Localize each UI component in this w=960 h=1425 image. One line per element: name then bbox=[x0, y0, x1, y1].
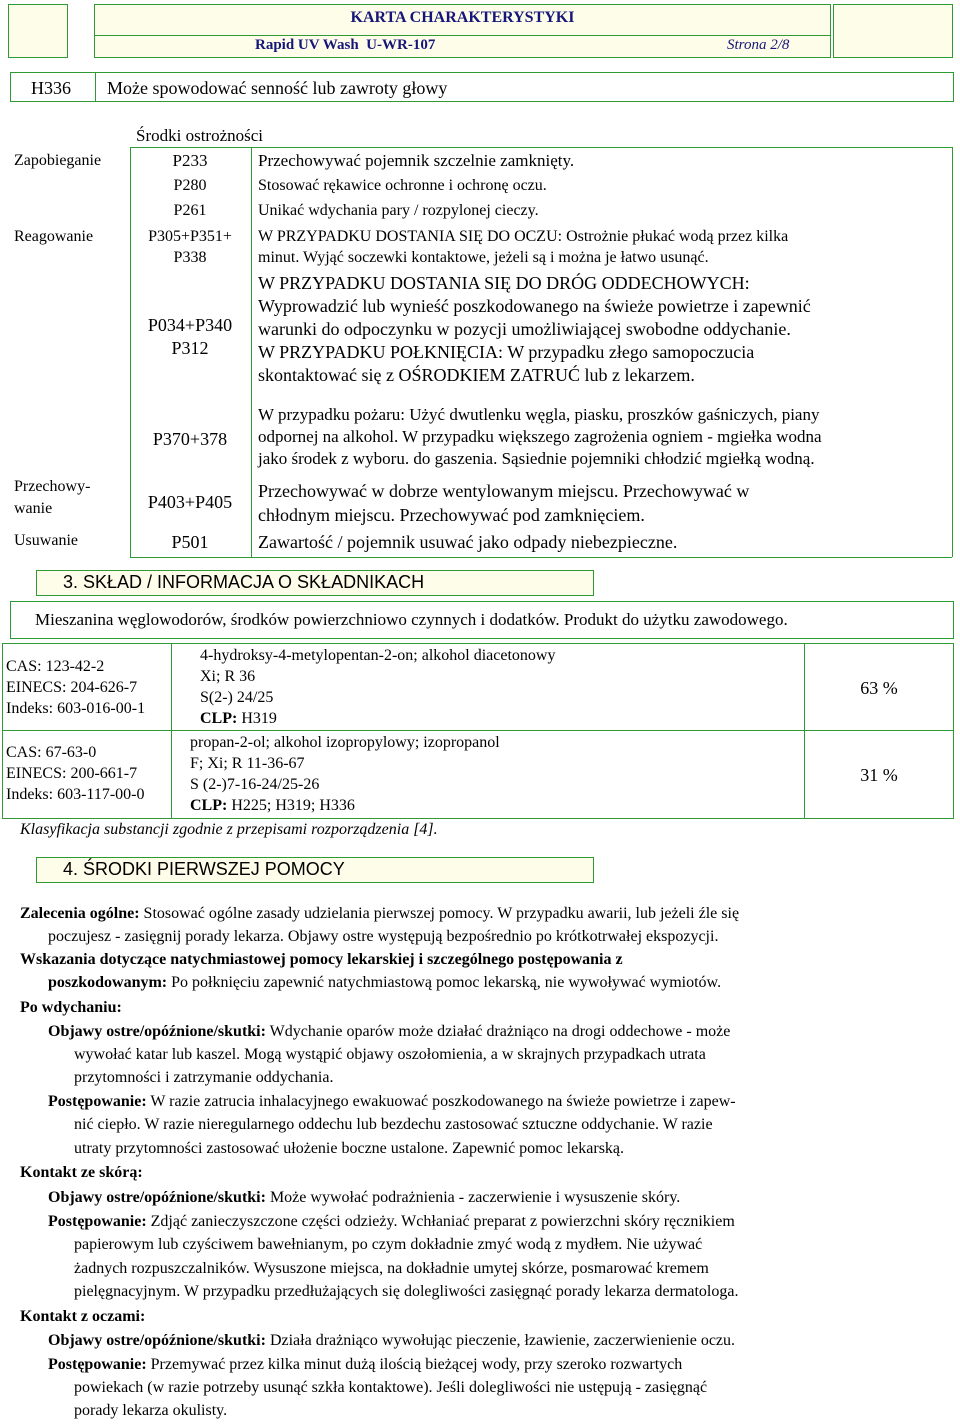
urgent-aid-cont: poszkodowanym: Po połknięciu zapewnić natychmiastową pomoc lekarską, nie wywoływać wymiotów. bbox=[48, 974, 722, 991]
skin-symptoms: Objawy ostre/opóźnione/skutki: Może wywołać podrażnienia - zaczerwienie i wysuszenie skóry. bbox=[48, 1189, 681, 1206]
header-main-box bbox=[94, 4, 831, 58]
precautions-heading: Środki ostrożności bbox=[136, 126, 264, 145]
inhalation-symptoms-cont: wywołać katar lub kaszel. Mogą wystąpić objawy oszołomienia, a w skrajnych przypadkach utrata bbox=[74, 1046, 706, 1063]
p-text: Unikać wdychania pary / rozpylonej cieczy. bbox=[258, 202, 539, 219]
inhalation-symptoms: Objawy ostre/opóźnione/skutki: Wdychanie oparów może działać drażniąco na drogi oddechowe - może bbox=[48, 1023, 731, 1040]
skin-procedure: Postępowanie: Zdjąć zanieczyszczone części odzieży. Wchłaniać preparat z powierzchni skóry ręcznikiem bbox=[48, 1213, 735, 1230]
p-code: P034+P340 P312 bbox=[147, 315, 233, 358]
classification-note: Klasyfikacja substancji zgodnie z przepisami rozporządzenia [4]. bbox=[20, 821, 438, 838]
eye-procedure: Postępowanie: Przemywać przez kilka minut dużą ilością bieżącej wody, przy szeroko rozwartych bbox=[48, 1356, 683, 1373]
mixture-description: Mieszanina węglowodorów, środków powierzchniowo czynnych i dodatków. Produkt do użytku zawodowego. bbox=[35, 610, 788, 629]
component-percent: 63 % bbox=[860, 678, 898, 698]
p-text: Stosować rękawice ochronne i ochronę oczu. bbox=[258, 177, 547, 194]
p-text: W przypadku pożaru: Użyć dwutlenku węgla, piasku, proszków gaśniczych, piany odpornej na alkohol. W przypadku większego zagrożenia ogniem - mgiełka wodna jako środek z wyboru. do gaszenia. Sąsiednie pojemniki chłodzić mgiełką wodną. bbox=[258, 405, 822, 468]
general-advice-cont: poczujesz - zasięgnij porady lekarza. Objawy ostre występują bezpośrednio po krótkotrwałej ekspozycji. bbox=[48, 928, 719, 945]
eye-symptoms: Objawy ostre/opóźnione/skutki: Działa drażniąco wywołując pieczenie, łzawienie, zaczerwienienie oczu. bbox=[48, 1332, 736, 1349]
inhalation-procedure-cont: utraty przytomności zastosować ułożenie boczne ustalone. Zapewnić pomoc lekarską. bbox=[74, 1140, 625, 1157]
p-code: P261 bbox=[173, 202, 207, 219]
h-code: H336 bbox=[31, 78, 71, 98]
general-advice: Zalecenia ogólne: Stosować ogólne zasady udzielania pierwszej pomocy. W przypadku awarii, lub jeżeli źle się bbox=[20, 905, 740, 922]
product-name: Rapid UV Wash U-WR-107 bbox=[255, 37, 436, 53]
inhalation-procedure: Postępowanie: W razie zatrucia inhalacyjnego ewakuować poszkodowanego na świeże powietrze i zapew- bbox=[48, 1093, 736, 1110]
component-identifiers: CAS: 67-63-0 EINECS: 200-661-7 Indeks: 603-117-00-0 bbox=[6, 744, 145, 803]
eye-procedure-cont: powiekach (w razie potrzeby usunąć szkła kontaktowe). Jeśli dolegliwości nie ustępują - zasięgnąć bbox=[74, 1379, 708, 1396]
section-4-title: 4. ŚRODKI PIERWSZEJ POMOCY bbox=[63, 859, 345, 879]
p-code: P501 bbox=[171, 532, 209, 552]
section-4-header bbox=[36, 857, 594, 883]
h-text: Może spowodować senność lub zawroty głowy bbox=[107, 78, 448, 98]
category-disposal: Usuwanie bbox=[14, 532, 78, 549]
urgent-aid: Wskazania dotyczące natychmiastowej pomocy lekarskiej i szczególnego postępowania z bbox=[20, 951, 623, 968]
header-left-box bbox=[8, 4, 68, 58]
inhalation-procedure-cont: nić ciepło. W razie nieregularnego oddechu lub bezdechu zastosować sztuczne oddychanie. W razie bbox=[74, 1116, 713, 1133]
p-text: W PRZYPADKU DOSTANIA SIĘ DO DRÓG ODDECHOWYCH: Wyprowadzić lub wynieść poszkodowanego na świeże powietrze i zapewnić warunki do odpoczynku w pozycji umożliwiającej swobodne oddychanie. W PRZYPADKU POŁKNIĘCIA: W przypadku złego samopoczucia skontaktować się z OŚRODKIEM ZATRUĆ lub z lekarzem. bbox=[258, 273, 811, 385]
inhalation-heading: Po wdychaniu: bbox=[20, 999, 122, 1016]
component-classification: Xi; R 36 S(2-) 24/25 CLP: H319 bbox=[200, 668, 277, 727]
skin-procedure-cont: żadnych rozpuszczalników. Wysuszone miejsca, na dokładnie umytej skórze, posmarować kremem bbox=[74, 1260, 709, 1277]
p-code: P370+378 bbox=[152, 429, 228, 449]
section-3-description-box bbox=[10, 601, 954, 639]
component-identifiers: CAS: 123-42-2 EINECS: 204-626-7 Indeks: 603-016-00-1 bbox=[6, 658, 146, 717]
skin-heading: Kontakt ze skórą: bbox=[20, 1164, 143, 1181]
p-code: P305+P351+ P338 bbox=[148, 228, 232, 266]
inhalation-symptoms-cont: przytomności i zatrzymanie oddychania. bbox=[74, 1069, 334, 1086]
eye-heading: Kontakt z oczami: bbox=[20, 1308, 146, 1325]
component-percent: 31 % bbox=[860, 765, 898, 785]
section-3-title: 3. SKŁAD / INFORMACJA O SKŁADNIKACH bbox=[63, 572, 425, 592]
section-3-header bbox=[36, 570, 594, 596]
category-storage: Przechowy- wanie bbox=[14, 478, 91, 517]
component-name: propan-2-ol; alkohol izopropylowy; izopropanol bbox=[190, 734, 500, 751]
p-code: P280 bbox=[173, 177, 207, 194]
p-code: P233 bbox=[172, 151, 208, 170]
p-text: Przechowywać pojemnik szczelnie zamknięty. bbox=[258, 151, 575, 170]
category-prevention: Zapobieganie bbox=[14, 152, 102, 169]
h-statement-row bbox=[10, 72, 954, 102]
component-classification: F; Xi; R 11-36-67 S (2-)7-16-24/25-26 CLP: H225; H319; H336 bbox=[190, 755, 355, 814]
p-text: Zawartość / pojemnik usuwać jako odpady niebezpieczne. bbox=[258, 532, 678, 552]
p-text: Przechowywać w dobrze wentylowanym miejscu. Przechowywać w chłodnym miejscu. Przechowywać pod zamknięciem. bbox=[258, 481, 750, 525]
category-response: Reagowanie bbox=[14, 228, 94, 245]
page-number: Strona 2/8 bbox=[727, 37, 790, 53]
header-right-box bbox=[833, 4, 953, 58]
document-title: KARTA CHARAKTERYSTYKI bbox=[350, 9, 575, 26]
p-text: W PRZYPADKU DOSTANIA SIĘ DO OCZU: Ostrożnie płukać wodą przez kilka minut. Wyjąć soczewki kontaktowe, jeżeli są i można je łatwo usunąć. bbox=[258, 228, 789, 266]
p-code: P403+P405 bbox=[147, 492, 233, 512]
skin-procedure-cont: pielęgnacyjnym. W przypadku przedłużających się dolegliwości zasięgnąć porady lekarza dermatologa. bbox=[74, 1283, 739, 1300]
component-name: 4-hydroksy-4-metylopentan-2-on; alkohol diacetonowy bbox=[200, 647, 556, 664]
skin-procedure-cont: papierowym lub czyściwem bawełnianym, po czym dokładnie zmyć wodą z mydłem. Nie używać bbox=[74, 1236, 703, 1253]
eye-procedure-cont: porady lekarza okulisty. bbox=[74, 1402, 228, 1419]
